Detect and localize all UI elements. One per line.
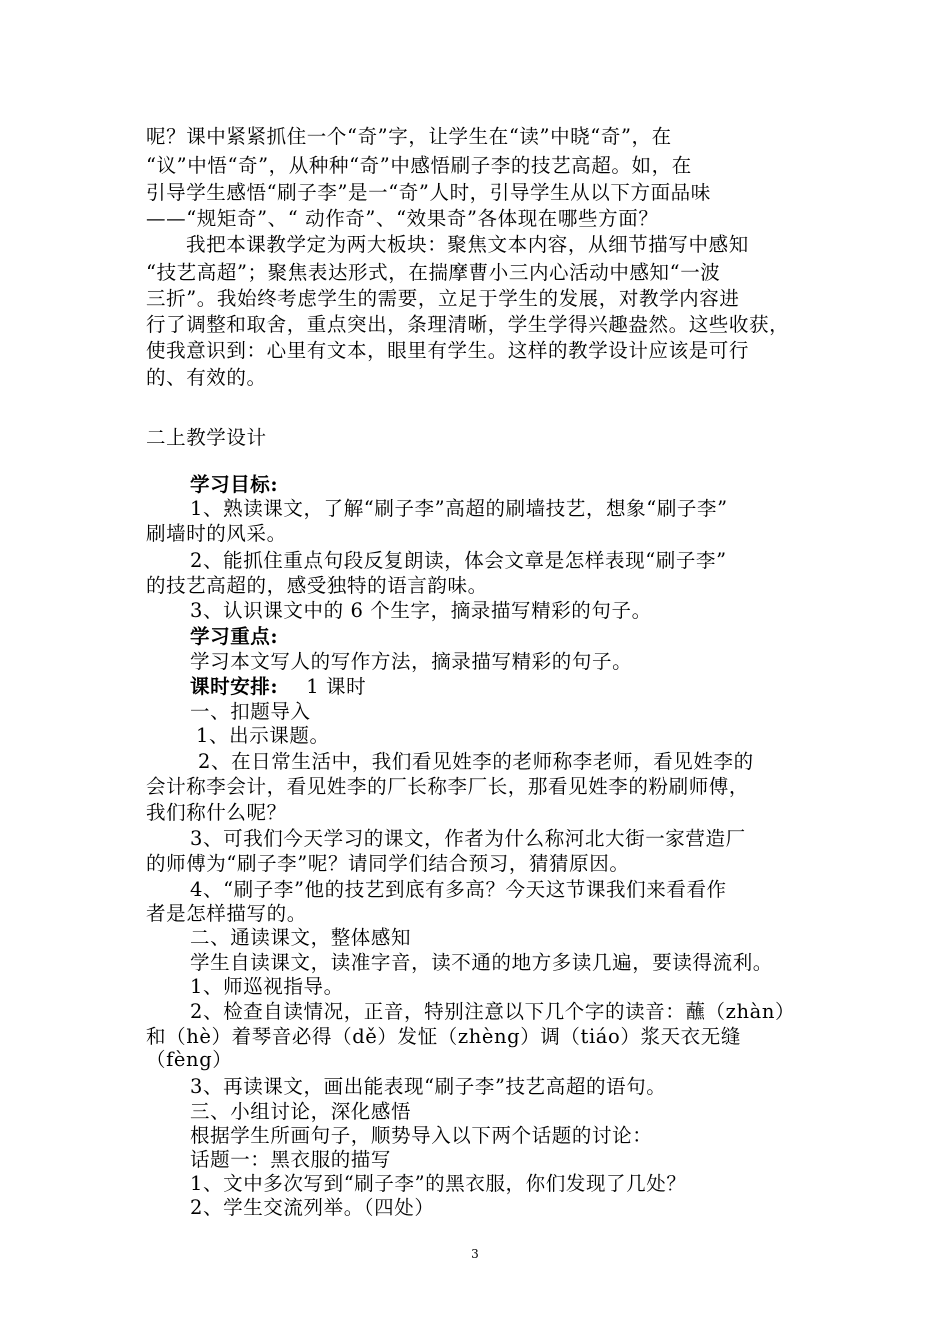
part3-line: 话题一：黑衣服的描写 (190, 1148, 392, 1171)
schedule-heading: 课时安排: (190, 675, 279, 698)
body-line: “议”中悟“奇”，从种种“奇”中感悟刷子李的技艺高超。如，在 (146, 154, 692, 177)
focus-heading: 学习重点: (190, 625, 279, 648)
part1-line: 我们称什么呢？ (146, 801, 287, 824)
part1-line: 4、“刷子李”他的技艺到底有多高？今天这节课我们来看看作 (190, 878, 727, 901)
body-line: 使我意识到：心里有文本，眼里有学生。这样的教学设计应该是可行 (146, 339, 750, 362)
part1-line: 2、在日常生活中，我们看见姓李的老师称李老师，看见姓李的 (198, 750, 754, 773)
part1-line: 的师傅为“刷子李”呢？请同学们结合预习，猜猜原因。 (146, 852, 630, 875)
part1-line: 3、可我们今天学习的课文，作者为什么称河北大街一家营造厂 (190, 827, 746, 850)
body-line: 引导学生感悟“刷子李”是一“奇”人时，引导学生从以下方面品味 (146, 181, 711, 204)
body-line: 行了调整和取舍，重点突出，条理清晰，学生学得兴趣盎然。这些收获， (146, 313, 790, 336)
goals-heading: 学习目标: (190, 473, 279, 496)
part3-line: 2、学生交流列举。（四处） (190, 1196, 435, 1219)
part2-line: 学生自读课文，读准字音，读不通的地方多读几遍，要读得流利。 (190, 951, 773, 974)
goal-line: 1、熟读课文，了解“刷子李”高超的刷墙技艺，想象“刷子李” (190, 497, 728, 520)
part3-title: 三、小组讨论，深化感悟 (190, 1100, 412, 1123)
body-line: 呢？课中紧紧抓住一个“奇”字，让学生在“读”中晓“奇”，在 (146, 125, 672, 148)
focus-text: 学习本文写人的写作方法，摘录描写精彩的句子。 (190, 650, 633, 673)
part2-line: 3、再读课文，画出能表现“刷子李”技艺高超的语句。 (190, 1075, 667, 1098)
body-line: ——“规矩奇”、“ 动作奇”、“效果奇”各体现在哪些方面？ (146, 207, 659, 230)
section-title: 二上教学设计 (146, 426, 267, 449)
part2-line: 2、检查自读情况，正音，特别注意以下几个字的读音：蘸（zhàn） (190, 1000, 796, 1023)
part2-line: （fèng） (146, 1048, 233, 1071)
goal-line: 2、能抓住重点句段反复朗读，体会文章是怎样表现“刷子李” (190, 549, 727, 572)
body-line: “技艺高超”；聚焦表达形式，在揣摩曹小三内心活动中感知“一波 (146, 261, 721, 284)
part1-line: 者是怎样描写的。 (146, 902, 307, 925)
body-line: 三折”。我始终考虑学生的需要，立足于学生的发展，对教学内容进 (146, 287, 740, 310)
goal-line: 的技艺高超的，感受独特的语言韵味。 (146, 574, 488, 597)
body-line: 我把本课教学定为两大板块：聚焦文本内容，从细节描写中感知 (186, 233, 749, 256)
goal-line: 3、认识课文中的 6 个生字，摘录描写精彩的句子。 (190, 599, 652, 622)
part2-line: 和（hè）着琴音必得（dě）发怔（zhèng）调（tiáo）浆天衣无缝 (146, 1025, 741, 1048)
body-line: 的、有效的。 (146, 366, 267, 389)
part1-line: 1、出示课题。 (196, 724, 330, 747)
page-number: 3 (471, 1247, 479, 1261)
part2-title: 二、通读课文，整体感知 (190, 926, 412, 949)
part3-line: 1、文中多次写到“刷子李”的黑衣服，你们发现了几处？ (190, 1172, 687, 1195)
part1-title: 一、扣题导入 (190, 700, 311, 723)
part2-line: 1、师巡视指导。 (190, 975, 344, 998)
schedule-value: 1 课时 (306, 675, 367, 698)
schedule-line (190, 675, 366, 699)
part3-line: 根据学生所画句子，顺势导入以下两个话题的讨论： (190, 1124, 653, 1147)
goal-line: 刷墙时的风采。 (146, 522, 287, 545)
part1-line: 会计称李会计，看见姓李的厂长称李厂长，那看见姓李的粉刷师傅， (146, 775, 750, 798)
